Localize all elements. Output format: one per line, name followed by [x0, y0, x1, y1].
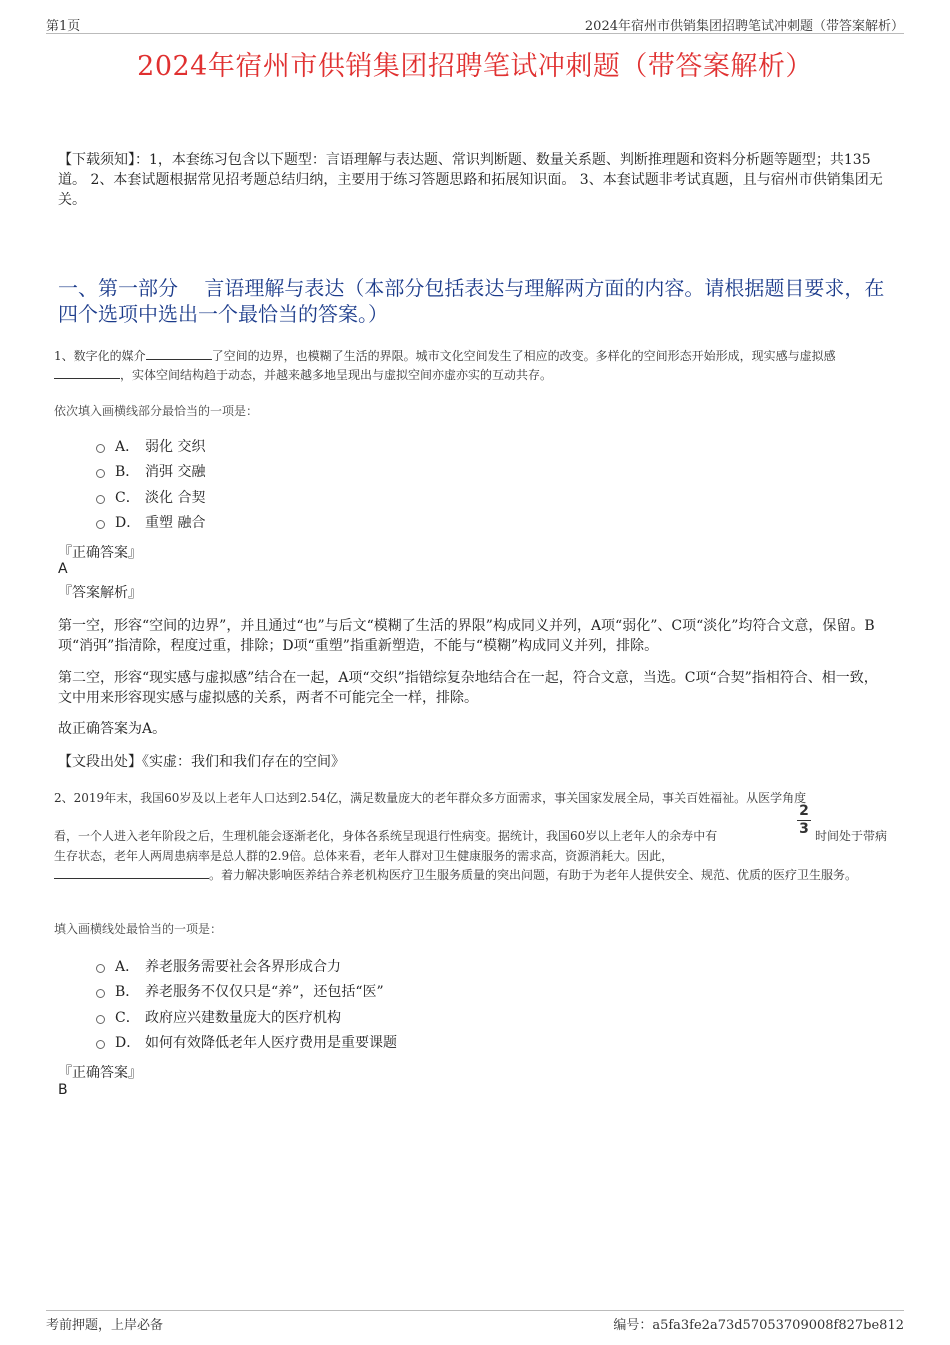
- q1-blank-1: [146, 347, 212, 360]
- q1-blank-2: [54, 366, 120, 379]
- header-doc-title: 2024年宿州市供销集团招聘笔试冲刺题（带答案解析）: [584, 19, 904, 34]
- question-2-prompt: 填入画横线处最恰当的一项是：: [54, 922, 223, 936]
- radio-icon[interactable]: [96, 1015, 105, 1024]
- footer-divider: [46, 1310, 904, 1311]
- q2-option-d[interactable]: D． 如何有效降低老年人医疗费用是重要课题: [96, 1030, 397, 1056]
- q2-option-c[interactable]: C． 政府应兴建数量庞大的医疗机构: [96, 1004, 397, 1030]
- radio-icon[interactable]: [96, 495, 105, 504]
- q2-answer-label: 『正确答案』: [58, 1065, 142, 1081]
- question-1-options: [96, 433, 205, 535]
- question-2-line-3: 生存状态，老年人两周患病率是总人群的2.9倍。总体来看，老年人群对卫生健康服务的需求高，资源消耗大。因此，: [54, 849, 674, 863]
- radio-icon[interactable]: [96, 989, 105, 998]
- question-2-options: [96, 953, 397, 1055]
- q1-answer: A: [58, 561, 68, 577]
- q1-analysis-para-2: 第二空，形容“现实感与虚拟感”结合在一起，A项“交织”指错综复杂地结合在一起，符合文意，当选。C项“合契”指相符合、相一致，文中用来形容现实感与虚拟感的关系，两者不可能完全一样，排除。: [58, 670, 878, 706]
- q2-blank: [54, 866, 209, 879]
- question-1-text: [54, 347, 896, 385]
- q1-option-a[interactable]: A． 弱化 交织: [96, 433, 205, 459]
- q1-answer-label: 『正确答案』: [58, 545, 142, 561]
- fraction-two-thirds: 2 3: [797, 804, 811, 837]
- q2-answer: B: [58, 1082, 68, 1098]
- question-2-line-2b: 时间处于带病: [815, 829, 888, 843]
- header-divider: [46, 33, 904, 34]
- q1-option-d[interactable]: D． 重塑 融合: [96, 510, 205, 536]
- radio-icon[interactable]: [96, 469, 105, 478]
- header-page-number: 第1页: [46, 19, 81, 34]
- q2-option-a[interactable]: A． 养老服务需要社会各界形成合力: [96, 953, 397, 979]
- q1-source: 【文段出处】《实虚：我们和我们存在的空间》: [58, 754, 345, 770]
- download-notice: 【下载须知】：1，本套练习包含以下题型：言语理解与表达题、常识判断题、数量关系题、判断推理题和资料分析题等题型；共135道。 2、本套试题根据常见招考题总结归纳，主要用于练习答题思路和拓展知识面。 3、本套试题非考试真题，且与宿州市供销集团无关。: [58, 152, 883, 208]
- question-2-line-4: 。着力解决影响医养结合养老机构医疗卫生服务质量的突出问题，有助于为老年人提供安全、规范、优质的医疗卫生服务。: [54, 866, 896, 885]
- q1-text-part3: ，实体空间结构趋于动态，并越来越多地呈现出与虚拟空间亦虚亦实的互动共存。: [120, 368, 553, 382]
- question-2-line-1: 2、2019年末，我国60岁及以上老年人口达到2.54亿，满足数量庞大的老年群众多方面需求，事关国家发展全局，事关百姓福祉。从医学角度: [54, 791, 807, 805]
- radio-icon[interactable]: [96, 1040, 105, 1049]
- q1-analysis-label: 『答案解析』: [58, 585, 142, 601]
- q1-option-b[interactable]: B． 消弭 交融: [96, 459, 205, 485]
- radio-icon[interactable]: [96, 964, 105, 973]
- q1-analysis-para-3: 故正确答案为A。: [58, 721, 167, 737]
- footer-slogan: 考前押题，上岸必备: [46, 1318, 164, 1333]
- q1-analysis-para-1: 第一空，形容“空间的边界”，并且通过“也”与后文“模糊了生活的界限”构成同义并列，A项“弱化”、C项“淡化”均符合文意，保留。B项“消弭”指清除，程度过重，排除；D项“重塑”指重新塑造，不能与“模糊”构成同义并列，排除。: [58, 618, 875, 654]
- page-title: 2024年宿州市供销集团招聘笔试冲刺题（带答案解析）: [137, 51, 813, 82]
- radio-icon[interactable]: [96, 520, 105, 529]
- question-2-line-2: 看，一个人进入老年阶段之后，生理机能会逐渐老化，身体各系统呈现退行性病变。据统计，我国60岁以上老年人的余寿中有: [54, 829, 718, 843]
- question-1-prompt: 依次填入画横线部分最恰当的一项是：: [54, 404, 259, 418]
- q1-text-part1: 1、数字化的媒介: [54, 349, 146, 363]
- q1-option-c[interactable]: C． 淡化 合契: [96, 484, 205, 510]
- footer-doc-id: 编号：a5fa3fe2a73d57053709008f827be812: [613, 1318, 904, 1333]
- section-title: 一、第一部分 言语理解与表达（本部分包括表达与理解两方面的内容。请根据题目要求，在四个选项中选出一个最恰当的答案。）: [58, 276, 885, 326]
- q1-text-part2: 了空间的边界，也模糊了生活的界限。城市文化空间发生了相应的改变。多样化的空间形态开始形成，现实感与虚拟感: [211, 349, 836, 363]
- radio-icon[interactable]: [96, 444, 105, 453]
- q2-option-b[interactable]: B． 养老服务不仅仅只是“养”，还包括“医”: [96, 979, 397, 1005]
